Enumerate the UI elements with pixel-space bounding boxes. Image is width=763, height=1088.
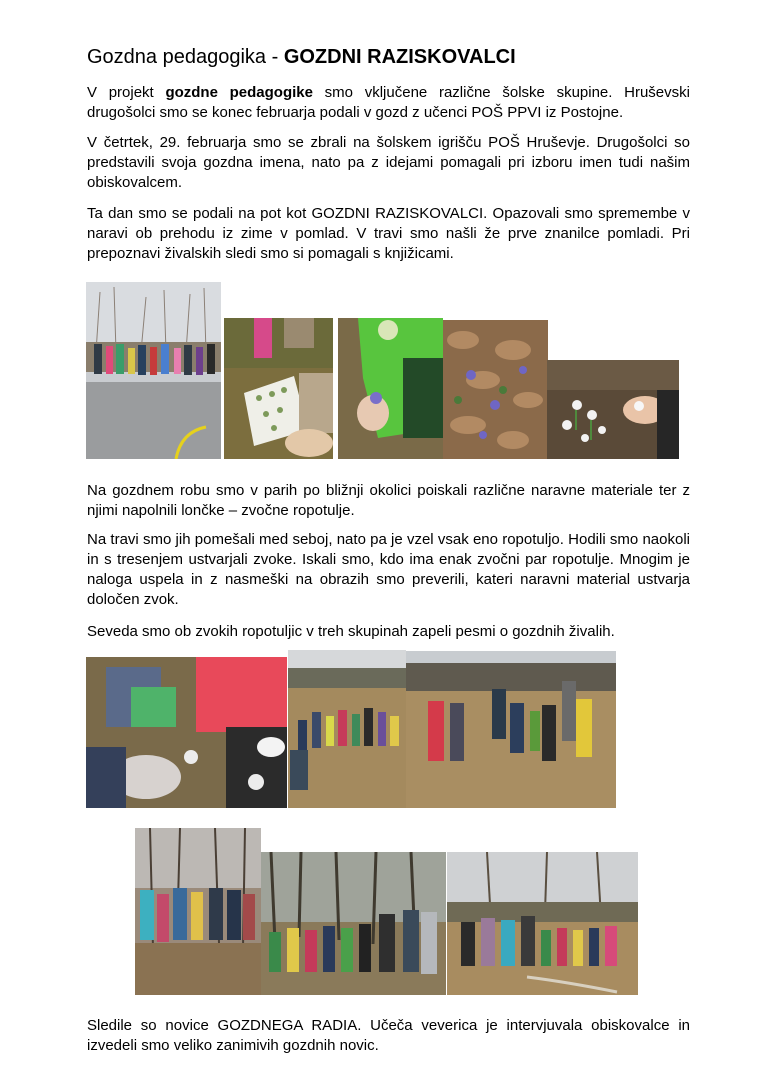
photo-field-guide — [224, 318, 333, 459]
paragraph-explorers: Ta dan smo se podali na pot kot GOZDNI RAZISKOVALCI. Opazovali smo spremembe v naravi ob prehodu iz zime v pomlad. V travi smo našli že prve znanilce pomladi. Pri prepoznavi živalskih sledi smo si pomagali s knjižicami. — [87, 205, 690, 262]
paragraph-radio: Sledile so novice GOZDNEGA RADIA. Učeča veverica je intervjuvala obiskovalce in izvedeli smo veliko zanimivih gozdnih novic. — [87, 1017, 690, 1054]
photo-kids-filling-cups — [86, 657, 287, 808]
photo-forest-group — [135, 828, 261, 995]
title-prefix: Gozdna pedagogika - — [87, 46, 284, 68]
paragraph-forest-edge: Na gozdnem robu smo v parih po bližnji okolici poiskali različne naravne materiale ter z njimi napolnili lončke – zvočne ropotulje. — [87, 482, 690, 519]
photo-snowdrops-hand — [547, 360, 679, 459]
paragraph-thursday: V četrtek, 29. februarja smo se zbrali na šolskem igrišču POŠ Hruševje. Drugošolci so predstavili svoja gozdna imena, nato pa z idejami pomagali pri izboru imen tudi našim obiskovalcem. — [87, 134, 690, 191]
photo-forest-line — [261, 852, 446, 995]
title-bold: GOZDNI RAZISKOVALCI — [283, 46, 516, 68]
page-title — [87, 44, 516, 70]
paragraph-rattles: Na travi smo jih pomešali med seboj, nato pa je vzel vsak eno ropotuljo. Hodili smo naokoli in s tresenjem ustvarjali zvoke. Iskali smo, kdo ima enak zvočni par ropotulje. Mnogim je naloga uspela in z nasmeški na obrazih smo preverili, kateri naravni material ustvarja določen zvok. — [87, 531, 690, 608]
photo-group-schoolyard — [86, 282, 221, 459]
photo-meadow-group — [288, 650, 406, 808]
photo-child-green-jacket — [338, 318, 443, 459]
photo-meadow-circle — [406, 651, 616, 808]
photo-meadow-line — [447, 852, 638, 995]
photo-leaves-flowers — [443, 320, 548, 459]
paragraph-intro-bold: gozdne pedagogike — [165, 84, 313, 101]
paragraph-intro-c: smo vključene različne šolske skupine. Hruševski drugošolci smo se konec februarja podali v gozd z učenci POŠ PPVI iz Postojne. — [87, 84, 690, 121]
paragraph-intro-a: V projekt — [87, 84, 166, 101]
paragraph-songs: Seveda smo ob zvokih ropotuljic v treh skupinah zapeli pesmi o gozdnih živalih. — [87, 623, 615, 640]
paragraph-intro — [87, 83, 690, 123]
